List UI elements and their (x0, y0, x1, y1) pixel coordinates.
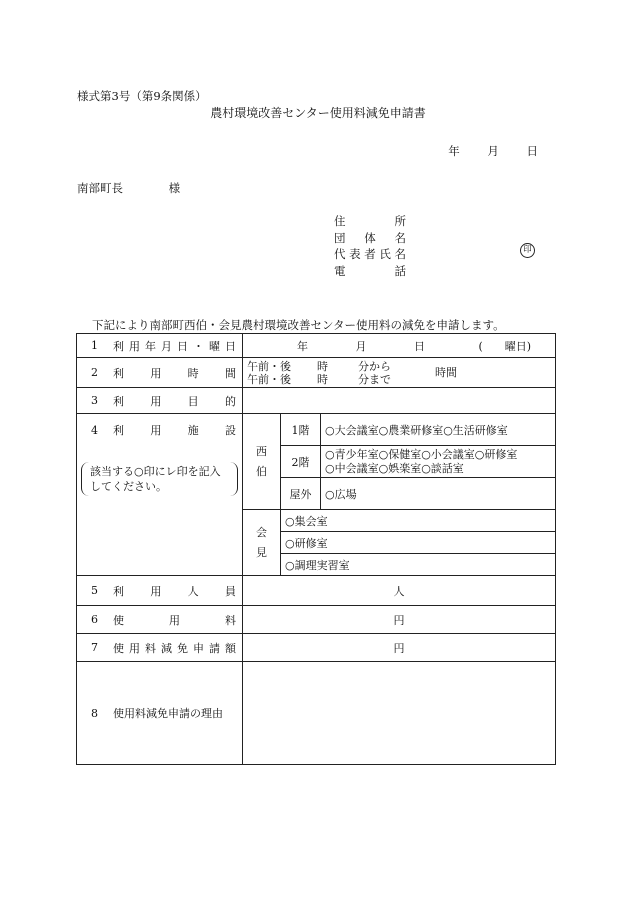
floor1-rooms[interactable]: ○大会議室○農業研修室○生活研修室 (321, 414, 556, 446)
aimi-room-2[interactable]: ○研修室 (281, 532, 556, 554)
site-saihaku: 西 伯 (243, 414, 281, 510)
usage-time-field[interactable]: 午前・後 時 分から 午前・後 時 分まで 時間 (243, 358, 556, 388)
address-label: 住 所 (334, 214, 406, 228)
row-reduction-reason: 8 使用料減免申請の理由 (77, 662, 556, 765)
usage-purpose-field[interactable] (243, 388, 556, 414)
floor-1: 1階 (281, 414, 321, 446)
row-facility-saihaku-1f: 4 利 用 施 設 該当する○印にレ印を記入してください。 西 伯 1階 ○大会議室○農業研修室○生活研修室 (77, 414, 556, 446)
date-day: 日 (526, 144, 538, 158)
intro-text: 下記により南部町西伯・会見農村環境改善センター使用料の減免を申請します。 (92, 318, 505, 332)
site-aimi: 会 見 (243, 510, 281, 576)
aimi-room-1[interactable]: ○集会室 (281, 510, 556, 532)
usage-date-field[interactable]: 年 月 日 ( 曜日) (243, 334, 556, 358)
addressee (77, 180, 180, 196)
row-usage-persons: 5 利 用 人 員 人 (77, 576, 556, 606)
usage-fee-field[interactable]: 円 (243, 606, 556, 634)
facility-note: 該当する○印にレ印を記入してください。 (81, 462, 238, 496)
application-date (428, 143, 538, 159)
outdoor: 屋外 (281, 478, 321, 510)
addressee-honorific: 様 (168, 181, 181, 195)
representative-label: 代 表 者 氏 名 (334, 247, 406, 261)
document-title: 農村環境改善センター使用料減免申請書 (210, 106, 426, 120)
floor-2: 2階 (281, 446, 321, 478)
applicant-block (334, 213, 406, 279)
phone-label: 電 話 (334, 263, 406, 278)
aimi-room-3[interactable]: ○調理実習室 (281, 554, 556, 576)
application-form-table (76, 333, 556, 765)
date-year: 年 (448, 144, 460, 158)
outdoor-rooms[interactable]: ○広場 (321, 478, 556, 510)
row-usage-time: 2 利 用 時 間 午前・後 時 分から 午前・後 時 分まで 時間 (77, 358, 556, 388)
reduction-reason-field[interactable] (243, 662, 556, 765)
row-usage-date: 1 利 用 年 月 日 ・ 曜 日 年 月 日 ( 曜日) (77, 334, 556, 358)
usage-persons-field[interactable]: 人 (243, 576, 556, 606)
form-number: 様式第3号（第9条関係） (77, 89, 207, 103)
row-reduction-amount: 7 使 用 料 減 免 申 請 額 円 (77, 634, 556, 662)
group-name-label: 団 体 名 (334, 230, 406, 245)
row-usage-purpose: 3 利 用 目 的 (77, 388, 556, 414)
row-usage-fee: 6 使 用 料 円 (77, 606, 556, 634)
reduction-amount-field[interactable]: 円 (243, 634, 556, 662)
floor2-rooms[interactable]: ○青少年室○保健室○小会議室○研修室 ○中会議室○娯楽室○談話室 (321, 446, 556, 478)
date-month: 月 (487, 144, 499, 158)
seal-mark: 印 (520, 243, 535, 258)
addressee-name: 南部町長 (77, 181, 123, 195)
